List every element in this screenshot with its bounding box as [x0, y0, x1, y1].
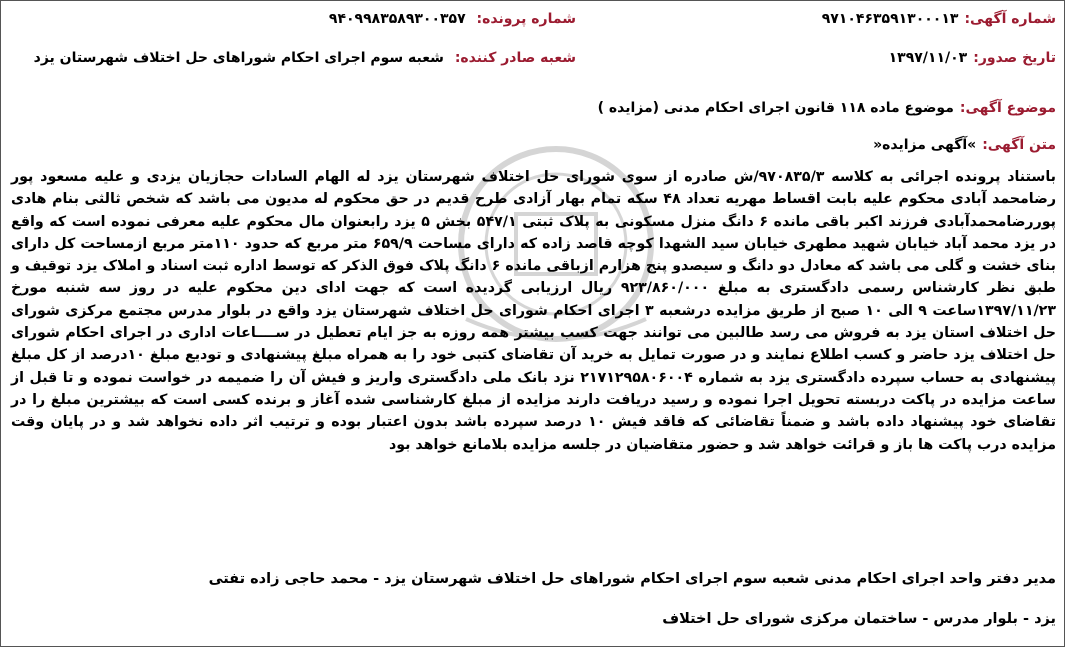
case-number-label: شماره پرونده: [476, 11, 576, 27]
header-row-2 [9, 50, 1056, 66]
address-line: یزد - بلوار مدرس - ساختمان مرکزی شورای حل اختلاف [662, 611, 1056, 627]
issuer: شعبه سوم اجرای احکام شوراهای حل اختلاف شهرستان یزد [33, 50, 444, 66]
text-label: متن آگهی: [982, 137, 1056, 153]
header-row-1 [9, 11, 1056, 27]
ad-number: ۹۷۱۰۴۶۳۵۹۱۳۰۰۰۱۳ [821, 11, 959, 27]
text-title: »آگهی مزایده« [873, 137, 977, 153]
issue-date: ۱۳۹۷/۱۱/۰۳ [888, 50, 968, 66]
ad-number-label: شماره آگهی: [964, 11, 1056, 27]
case-number: ۹۴۰۹۹۸۳۵۸۹۳۰۰۳۵۷ [328, 11, 466, 27]
subject-row [9, 100, 1056, 116]
announcement-body: باستناد پرونده اجرائی به کلاسه ۹۷۰۸۳۵/۳/ش صادره از سوی شورای حل اختلاف شهرستان یزد له الهام السادات حجازیان یزدی و علیه مسعود پور رضامحمد آبادی محکوم علیه بابت اقساط مهریه تعداد ۴۸ سکه تمام بهار آزادی طرح قدیم در حق محکوم له مدیون می باشد که شخص ثالثی بنام هادی پوررضامحمدآبادی فرزند اکبر باقی مانده ۶ دانگ منزل مسکونی به پلاک ثبتی ۵۴۷/۱ بخش ۵ یزد رابعنوان مال محکوم علیه معرفی نموده است که واقع در یزد محمد آباد خیابان شهید مطهری خیابان سید الشهدا کوچه قاصد زاده که دارای مساحت ۶۵۹/۹ متر مربع که حدود ۱۱۰متر مربع ازمساحت کل دارای بنای خشت و گلی می باشد که معادل دو دانگ و سیصدو پنج هزارم ازباقی مانده ۶ دانگ پلاک فوق الذکر که توسط اداره ثبت اسناد و املاک یزد توقیف و طبق نظر کارشناس رسمی دادگستری به مبلغ ۹۲۳/۸۶۰/۰۰۰ ریال ارزیابی گردیده است که جهت ادای دین محکوم علیه در روز سه شنبه مورخ ۱۳۹۷/۱۱/۲۳ساعت ۹ الی ۱۰ صبح از طریق مزایده درشعبه ۳ اجرای احکام شورای حل اختلاف شهرستان یزد واقع در بلوار مدرس مجتمع مرکزی شورای حل اختلاف استان یزد به فروش می رسد طالبین می توانند جهت کسب بیشتر همه روزه به جز ایام تعطیل در ســــاعات اداری در اجرای احکام شورای حل اختلاف یزد حاضر و کسب اطلاع نمایند و در صورت تمایل به خرید آن تقاضای کتبی خود را به همراه مبلغ پیشنهادی و تودیع مبلغ ۱۰درصد از کل مبلغ پیشنهادی به حساب سپرده دادگستری یزد به شماره ۲۱۷۱۲۹۵۸۰۶۰۰۴ نزد بانک ملی دادگستری واریز و فیش آن را ضمیمه در خواست نموده و تا قبل از ساعت مزایده در پاکت دربسته تحویل اجرا نموده و رسید دریافت دارند مزایده از مبلغ کارشناسی شده آغاز و برنده کسی است که بیشترین مبلغ را در تقاضای خود پیشنهاد داده باشد و ضمناً تقاضائی که فاقد فیش ۱۰ درصد سپرده باشد بدون اعتبار بوده و ترتیب اثر داده نخواهد شد و در پایان وقت مزایده درب پاکت ها باز و قرائت خواهد شد و حضور متقاضیان در جلسه مزایده بلامانع خواهد بود [11, 169, 1057, 453]
text-title-row [9, 137, 1056, 153]
subject-label: موضوع آگهی: [959, 100, 1056, 116]
issuer-label: شعبه صادر کننده: [454, 50, 576, 66]
issue-date-label: تاریخ صدور: [973, 50, 1056, 66]
signature-line: مدیر دفتر واحد اجرای احکام مدنی شعبه سوم اجرای احکام شوراهای حل اختلاف شهرستان یزد - محمد حاجی زاده تفتی [208, 571, 1056, 587]
subject: موضوع ماده ۱۱۸ قانون اجرای احکام مدنی (مزایده ) [597, 100, 954, 116]
